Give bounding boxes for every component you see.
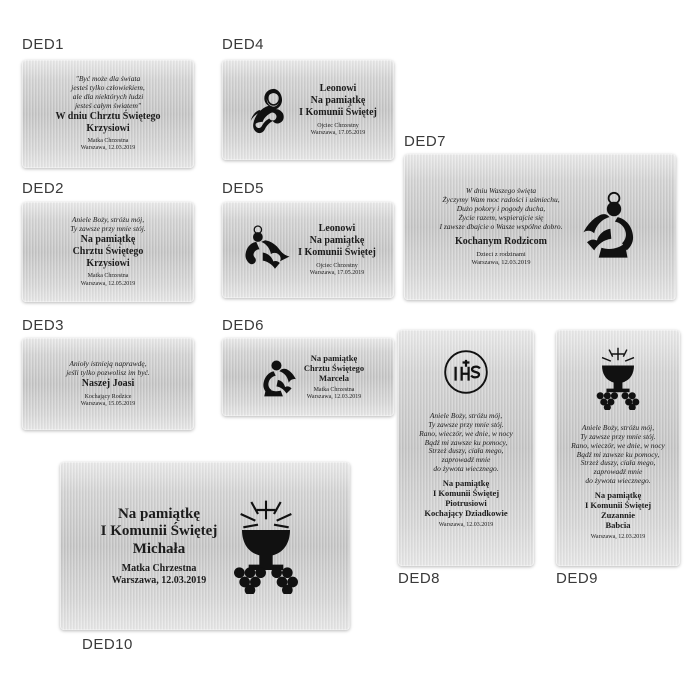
madonna-child-icon	[239, 83, 293, 137]
plaque-text-line: Na pamiątkę	[310, 352, 358, 363]
plaque-text-line: jeśli tylko pozwolisz im być.	[66, 368, 150, 378]
plaque-text-line: Strzeż duszy, ciała mego,	[428, 446, 504, 456]
plaque-text-line: Ojciec Chrzestny	[316, 262, 358, 269]
plaque-text-line: Na pamiątkę	[594, 489, 642, 500]
plaque-text-line: Leonowi	[319, 83, 357, 95]
plaque-text-block	[304, 353, 364, 401]
plaque-text-line: Babcia	[605, 519, 631, 530]
plaque-text-line: Matka Chrzestna	[121, 562, 197, 574]
plaque-text-line: Ty zawsze przy mnie stój.	[580, 431, 656, 441]
plaque-text-line: Ojciec Chrzestny	[317, 122, 359, 129]
plaque-text-line: Warszawa, 12.03.2019	[438, 521, 494, 528]
plaque-text-block	[562, 424, 674, 541]
flying-angel-icon	[240, 225, 292, 275]
plaque-text-line: Rano, wieczór, we dnie, w nocy	[419, 428, 513, 438]
plaque-text-line: Na pamiątkę	[309, 235, 365, 247]
plaque-text-line: "Być może dla świata	[75, 74, 141, 84]
plaque-text-line: I Komunii Świętej	[432, 487, 500, 498]
plaque-text-line: Dzieci z rodzinami	[476, 251, 526, 259]
plaque-text-block	[440, 187, 563, 266]
plaque-text-line: Warszawa, 15.05.2019	[80, 400, 136, 407]
plaque-code-label: DED6	[222, 317, 265, 334]
plaque-text-line: Naszej Joasi	[81, 377, 135, 389]
flying-angel-right-icon	[569, 191, 641, 263]
plaque-ded10[interactable]	[60, 462, 350, 630]
chalice-grapes-icon	[589, 346, 647, 410]
plaque-code-label: DED4	[222, 36, 265, 53]
kneeling-angel-icon	[252, 354, 298, 400]
plaque-text-line: Warszawa, 12.03.2019	[306, 394, 362, 401]
madonna-child-icon	[239, 83, 293, 137]
plaque-ded4[interactable]	[222, 60, 394, 160]
plaque-text-line: zaprowadź mnie	[441, 455, 491, 465]
plaque-text-line: I zawsze dbajcie o Wasze wspólne dobro.	[439, 221, 563, 231]
plaque-text-line: Warszawa, 17.05.2019	[309, 269, 365, 276]
plaque-text-line: Warszawa, 12.03.2019	[471, 259, 531, 266]
plaque-ded6[interactable]	[222, 338, 394, 416]
plaque-code-label: DED9	[556, 570, 599, 587]
plaque-code-label: DED7	[404, 133, 447, 150]
plaque-text-line: Ty zawsze przy mnie stój.	[70, 224, 146, 234]
plaque-text-line: Zuzannie	[600, 509, 635, 520]
plaque-ded5[interactable]	[222, 202, 394, 298]
plaque-code-label: DED10	[82, 636, 133, 653]
plaque-text-line: Chrztu Świętego	[303, 362, 365, 373]
plaque-ded3[interactable]	[22, 338, 194, 430]
plaque-code-label: DED8	[398, 570, 441, 587]
plaque-text-line: W dniu Waszego święta	[465, 186, 537, 196]
plaque-text-line: Warszawa, 12.03.2019	[111, 574, 207, 586]
plaque-text-line: do żywota wiecznego.	[433, 464, 499, 474]
plaque-text-line: Krzysiowi	[86, 257, 130, 269]
plaque-text-block	[298, 223, 376, 277]
plaque-text-line: Krzysiowi	[86, 122, 130, 134]
plaque-text-block	[101, 506, 218, 587]
plaque-text-line: Na pamiątkę	[80, 234, 136, 246]
plaque-text-line: jesteś całym światem"	[74, 100, 142, 110]
kneeling-angel-icon	[252, 354, 298, 400]
plaque-text-block	[22, 356, 194, 412]
plaque-code-label: DED2	[22, 180, 65, 197]
plaque-text-line: Kochanym Rodzicom	[455, 235, 547, 247]
plaque-text-line: do żywota wiecznego.	[585, 476, 651, 486]
plaque-text-line: Marcela	[318, 372, 350, 383]
plaque-text-line: I Komunii Świętej	[100, 523, 218, 540]
plaque-text-line: I Komunii Świętej	[584, 499, 652, 510]
plaque-text-line: Życie razem, wspierajcie się	[458, 212, 544, 222]
plaque-text-line: Kochający Rodzice	[84, 393, 132, 400]
ihs-icon	[440, 346, 492, 398]
plaque-text-line: jesteś tylko człowiekiem,	[71, 83, 145, 93]
plaque-text-line: Strzeż duszy, ciała mego,	[580, 458, 656, 468]
plaque-text-line: Warszawa, 12.03.2019	[590, 533, 646, 540]
plaque-text-line: Bądź mi zawsze ku pomocy,	[576, 449, 660, 459]
plaque-text-line: Na pamiątkę	[442, 477, 490, 488]
plaque-text-line: W dniu Chrztu Świętego	[55, 110, 161, 122]
plaque-text-line: Warszawa, 12.03.2019	[80, 145, 136, 152]
plaque-text-line: Aniele Boży, stróżu mój,	[581, 423, 655, 432]
plaque-code-label: DED3	[22, 317, 65, 334]
plaque-text-block	[404, 412, 528, 529]
plaque-text-line: I Komunii Świętej	[298, 246, 376, 258]
plaque-code-label: DED5	[222, 180, 265, 197]
plaque-text-line: Matka Chrzestna	[313, 386, 355, 393]
plaque-text-line: Warszawa, 12.05.2019	[80, 280, 136, 287]
plaque-text-line: Anioły istnieją naprawdę,	[69, 359, 147, 369]
plaque-ded7[interactable]	[404, 154, 676, 300]
plaque-text-line: ale dla niektórych ludzi	[72, 92, 144, 102]
plaque-text-block	[299, 83, 377, 137]
plaque-text-block	[22, 212, 194, 291]
plaque-text-line: Na pamiątkę	[117, 505, 201, 522]
plaque-text-line: I Komunii Świętej	[299, 106, 377, 118]
chalice-grapes-large-icon	[223, 498, 309, 594]
plaque-text-line: Matka Chrzestna	[87, 273, 129, 280]
plaque-ded2[interactable]	[22, 202, 194, 302]
plaque-text-line: Aniele Boży, stróżu mój,	[429, 411, 503, 420]
plaque-text-line: Życzymy Wam moc radości i uśmiechu,	[442, 195, 560, 205]
plaque-text-line: Bądź mi zawsze ku pomocy,	[424, 437, 508, 447]
plaque-text-line: Na pamiątkę	[310, 95, 366, 107]
plaque-text-line: zaprowadź mnie	[593, 467, 643, 477]
plaque-code-label: DED1	[22, 36, 65, 53]
plaque-text-line: Rano, wieczór, we dnie, w nocy	[571, 440, 665, 450]
plaque-text-line: Aniele Boży, stróżu mój,	[71, 215, 145, 225]
plaque-text-line: Dużo pokory i pogody ducha,	[456, 204, 546, 214]
plaque-text-block	[22, 71, 194, 156]
plaque-text-line: Ty zawsze przy mnie stój.	[428, 419, 504, 429]
plaque-text-line: Matka Chrzestna	[87, 138, 129, 145]
plaque-ded9[interactable]	[556, 330, 680, 566]
plaque-text-line: Piotrusiowi	[445, 497, 487, 508]
plaque-text-line: Warszawa, 17.05.2019	[310, 129, 366, 136]
plaque-ded1[interactable]	[22, 60, 194, 168]
plaque-text-line: Leonowi	[318, 223, 356, 235]
chalice-grapes-icon	[562, 346, 674, 410]
plaque-text-line: Kochający Dziadkowie	[424, 507, 508, 518]
ihs-icon	[404, 346, 528, 398]
chalice-grapes-large-icon	[223, 498, 309, 594]
flying-angel-icon	[240, 225, 292, 275]
plaque-text-line: Michała	[132, 541, 186, 558]
flying-angel-right-icon	[569, 191, 641, 263]
plaque-ded8[interactable]	[398, 330, 534, 566]
plaque-text-line: Chrztu Świętego	[72, 245, 144, 257]
